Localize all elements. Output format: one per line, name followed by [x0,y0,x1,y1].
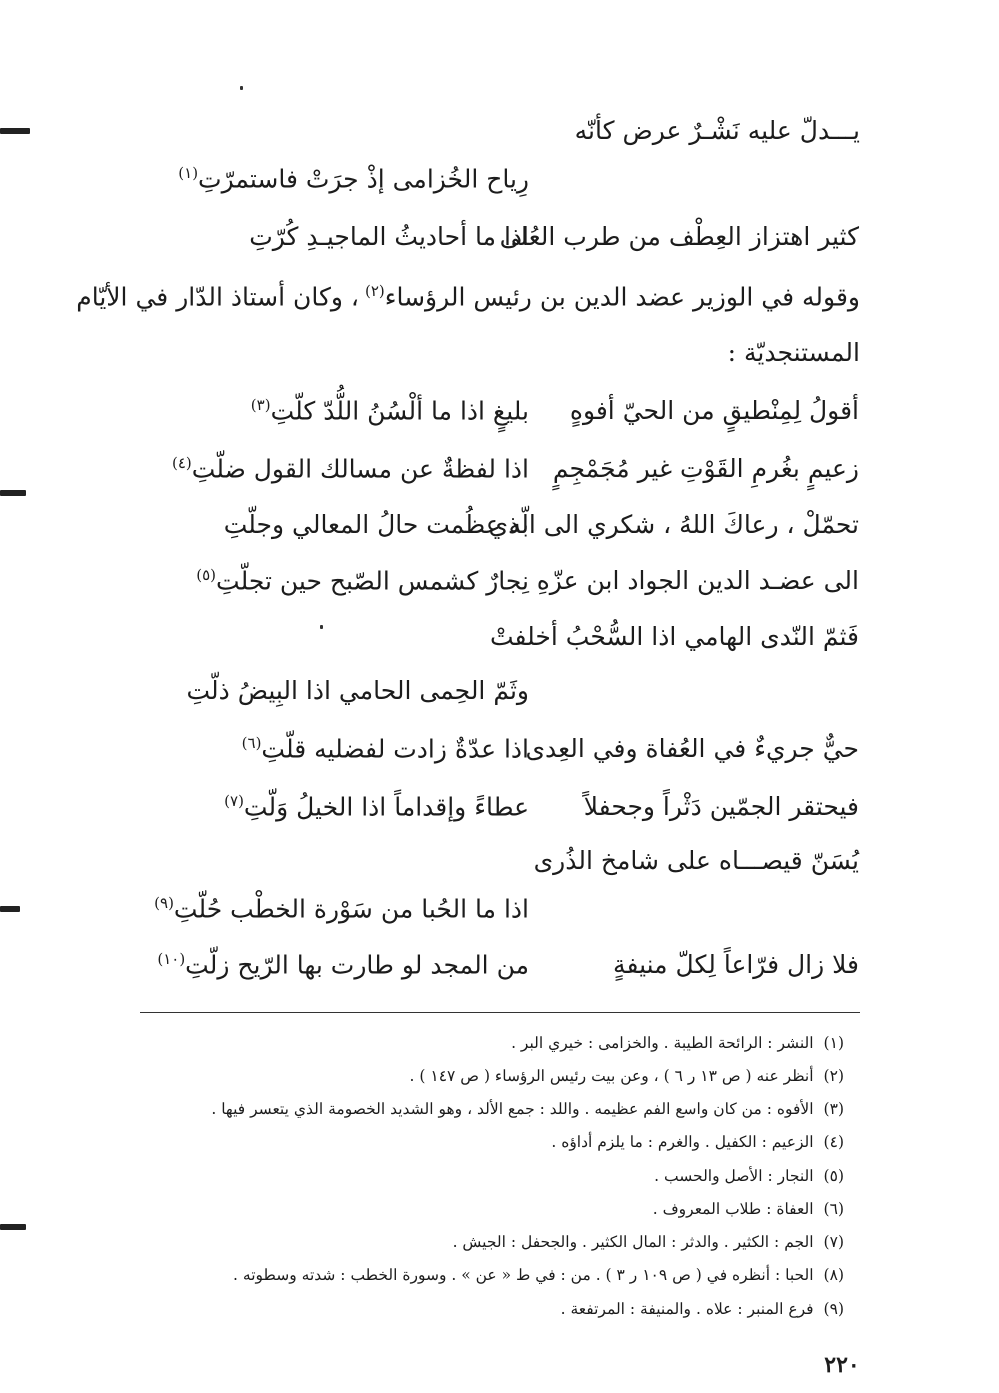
footnote [410,1067,844,1085]
prose-line [120,338,860,367]
footnote-separator [140,1012,860,1013]
verse-single [139,622,859,651]
footnote-text: النشر : الرائحة الطيبة . والخزامى : خيري البر . [511,1034,814,1052]
margin-mark [0,128,30,134]
verse-right [529,792,859,821]
margin-mark [0,490,26,496]
footnote-ref: (٤) [171,454,192,472]
verse-text: حيٌّ جريءٌ في العُفاة وفي العِدى [525,734,859,763]
verse-left [129,734,529,763]
verse-left [129,792,529,821]
verse-text: تحمّلْ ، رعاكَ اللهُ ، شكري الى الّذي [488,510,859,539]
margin-mark [0,906,20,912]
verse-right [529,566,859,595]
verse-left [129,510,529,539]
footnote [551,1133,844,1151]
footnote-number: (٧) [823,1233,844,1251]
verse-text: زعيمٍ بغُرمِ القَوْتِ غير مُجَمْجِمٍ [552,454,859,483]
footnote-text: الزعيم : الكفيل . والغرم : ما يلزم أداؤه . [551,1133,814,1151]
footnote-ref: (٣) [250,396,271,414]
footnote-number: (٢) [823,1067,844,1085]
margin-mark [0,1224,26,1230]
footnote-number: (٣) [823,1100,844,1118]
footnote-number: (١) [823,1034,844,1052]
footnote [233,1266,844,1284]
verse-text: من المجد لو طارت بها الرّيح زلّتِ [185,950,529,980]
footnote-number: (٩) [823,1300,844,1318]
verse-text: يُسَنّ قيصـــاه على شامخ الذُرى [533,846,859,875]
verse-text: رِياح الخُزامى إذْ جرَتْ فاستمرّتِ [198,164,529,194]
verse-text: كثير اهتزاز العِطْف من طرب العُلى [499,222,859,251]
footnote-ref: (١) [178,164,199,182]
verse-right [499,222,859,251]
footnote-ref: (٦) [241,734,262,752]
verse-text: وثَمّ الحِمى الحامي اذا البِيضُ ذلّتِ [186,676,529,705]
verse-right [525,734,859,763]
ink-speck [240,86,243,90]
verse-left [129,396,529,425]
footnote [561,1300,844,1318]
footnote [511,1034,844,1052]
verse-text: فلا زال فرّاعاً لِكلّ منيفةٍ [613,950,859,979]
verse-left [129,894,529,923]
verse-text: نِجارٌ كشمس الصّبح حين تجلّتِ [216,566,529,596]
verse-text: فيحتقر الجمّين دَثْراً وجحفلاً [583,792,859,821]
verse-text: اذا ما الحُبا من سَوْرة الخطْب حُلّتِ [173,894,529,924]
verse-right [529,454,859,483]
verse-left [129,676,529,705]
footnote-ref: (٢) [364,282,385,300]
verse-text: اذا لفظةٌ عن مسالك القول ضلّتِ [191,454,529,484]
verse-text: أقولُ لِمِنْطيقٍ من الحيّ أفوهٍ [569,396,859,425]
footnote-ref: (٥) [196,566,217,584]
footnote [211,1100,844,1118]
prose-text: وقوله في الوزير عضد الدين بن رئيس الرؤساء [384,282,860,312]
footnote-text: النجار : الأصل والحسب . [654,1167,814,1185]
verse-left [129,222,529,251]
page-number: ٢٢٠ [824,1352,860,1378]
verse-left [129,950,529,979]
footnote-ref: (٩) [154,894,174,912]
footnote-ref: (٧) [224,792,244,810]
verse-left [129,566,529,595]
footnote-text: الجم : الكثير . والدثر : المال الكثير . والجحفل : الجيش . [452,1233,814,1251]
verse-text: اذا ما أحاديثُ الماجيـدِ كُرّتِ [249,222,529,251]
footnote-ref: (١٠) [157,950,186,968]
verse-text: فَثمّ النّدى الهامي اذا السُّحْبُ أخلفتْ [489,622,859,651]
prose-line [120,116,860,145]
verse-right [529,950,859,979]
footnote-text: الحبا : أنظره في ( ص ١٠٩ ر ٣ ) . من : في ط « عن » . وسورة الخطب : شدته وسطوته . [233,1266,814,1284]
verse-left [129,454,529,483]
verse-left [129,164,529,193]
footnote [453,1233,844,1251]
verse-right [488,510,859,539]
footnote [653,1200,844,1218]
footnote [654,1167,844,1185]
verse-right [529,396,859,425]
prose-text: المستنجديّة : [727,338,860,367]
footnote-number: (٤) [823,1133,844,1151]
verse-text: عطاءً وإقداماً اذا الخيلُ وَلّتِ [243,792,529,822]
footnote-text: فرع المنبر : علاه . والمنيفة : المرتفعة . [560,1300,814,1318]
prose-line [76,282,860,312]
footnote-number: (٥) [823,1167,844,1185]
verse-text: اذا عدّةٌ زادت لفضليه قلّتِ [261,734,529,764]
footnote-number: (٨) [823,1266,844,1284]
footnote-text: الأفوه : من كان واسع الفم عظيمه . واللد : جمع الألد ، وهو الشديد الخصومة الذي يتعسر فيها . [211,1100,814,1118]
footnote-number: (٦) [823,1200,844,1218]
footnote-text: أنظر عنه ( ص ١٣ ر ٦ ) ، وعن بيت رئيس الرؤساء ( ص ١٤٧ ) . [409,1067,814,1085]
verse-text: الى عضـد الدين الجواد ابن عزّهِ [536,566,859,595]
footnote-text: العفاة : طلاب المعروف . [652,1200,814,1218]
prose-text: يـــدلّ عليه نَشْـرٌ عرض كأنّه [574,116,860,145]
prose-text: ، وكان أستاذ الدّار في الأيّام [76,282,359,312]
verse-text: بليغٍ اذا ما ألْسُنُ اللُّدّ كلّتِ [270,396,529,426]
verse-text: به عظُمت حالُ المعالي وجلّتِ [223,510,529,539]
verse-single [139,846,859,875]
